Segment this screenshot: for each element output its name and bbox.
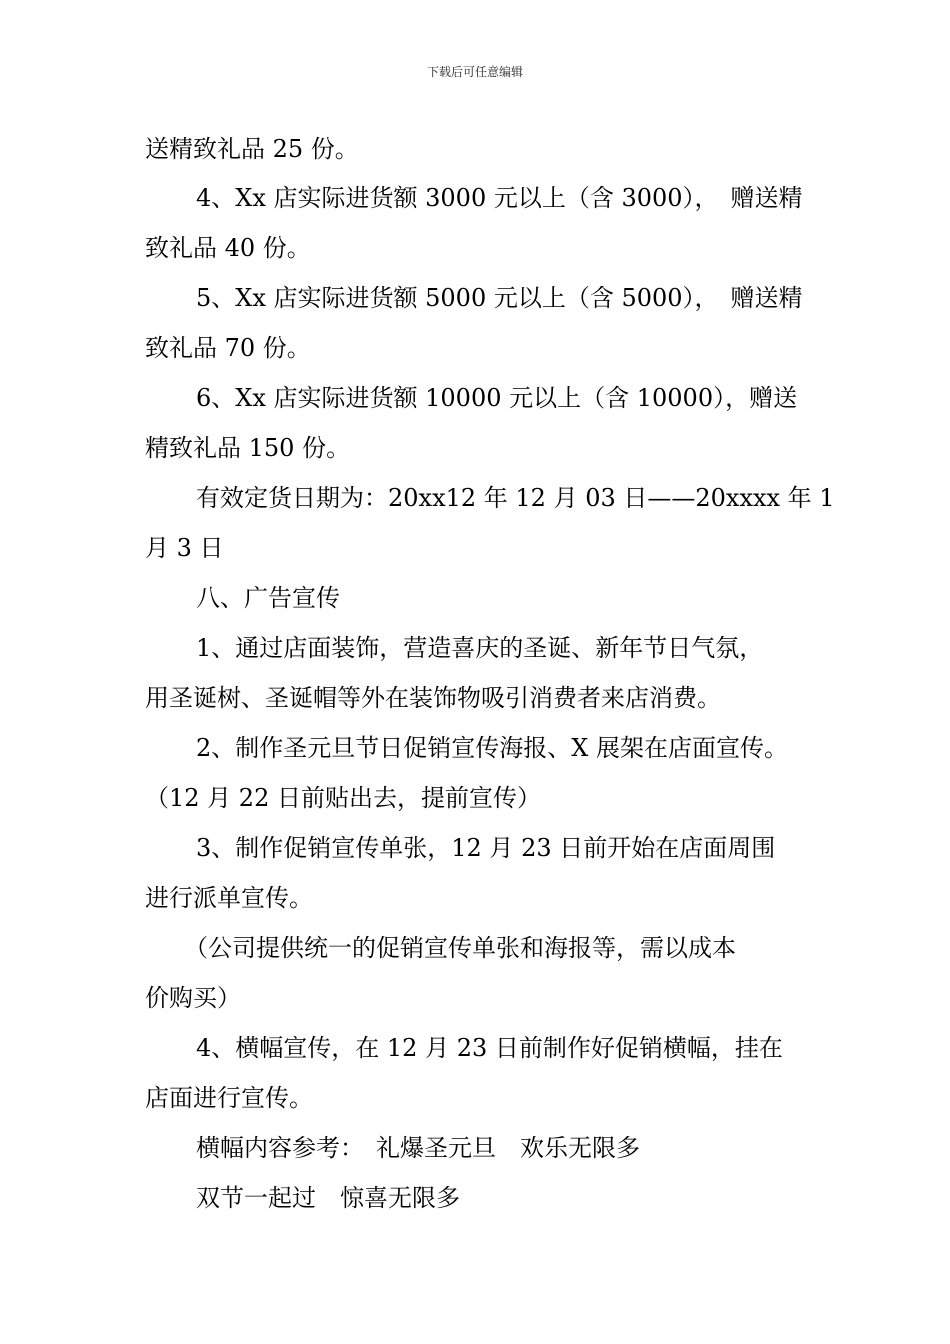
page-header-note: 下载后可任意编辑 <box>426 65 523 79</box>
body-line: 送精致礼品 25 份。 <box>145 135 359 163</box>
body-line: （12 月 22 日前贴出去，提前宣传） <box>145 784 541 812</box>
body-line: （公司提供统一的促销宣传单张和海报等，需以成本 <box>184 934 736 962</box>
body-line: 价购买） <box>145 984 241 1012</box>
body-line: 1、通过店面装饰，营造喜庆的圣诞、新年节日气氛， <box>196 634 764 662</box>
body-line: 月 3 日 <box>145 534 224 562</box>
body-line: 用圣诞树、圣诞帽等外在装饰物吸引消费者来店消费。 <box>145 684 721 712</box>
body-line: 致礼品 70 份。 <box>145 334 311 362</box>
body-line: 2、制作圣元旦节日促销宣传海报、X 展架在店面宣传。 <box>196 734 788 762</box>
body-line: 5、Xx 店实际进货额 5000 元以上（含 5000）， 赠送精 <box>196 284 803 312</box>
body-line: 致礼品 40 份。 <box>145 234 311 262</box>
body-line: 6、Xx 店实际进货额 10000 元以上（含 10000），赠送 <box>196 384 798 412</box>
body-line: 双节一起过 惊喜无限多 <box>196 1184 460 1212</box>
body-line: 店面进行宣传。 <box>145 1084 313 1112</box>
body-line: 3、制作促销宣传单张，12 月 23 日前开始在店面周围 <box>196 834 776 862</box>
body-line: 横幅内容参考： 礼爆圣元旦 欢乐无限多 <box>196 1134 640 1162</box>
body-line: 4、Xx 店实际进货额 3000 元以上（含 3000）， 赠送精 <box>196 184 803 212</box>
body-line: 精致礼品 150 份。 <box>145 434 351 462</box>
body-line: 有效定货日期为：20xx12 年 12 月 03 日——20xxxx 年 1 <box>196 484 835 512</box>
section-heading: 八、广告宣传 <box>196 584 340 612</box>
body-line: 进行派单宣传。 <box>145 884 313 912</box>
body-line: 4、横幅宣传，在 12 月 23 日前制作好促销横幅，挂在 <box>196 1034 783 1062</box>
